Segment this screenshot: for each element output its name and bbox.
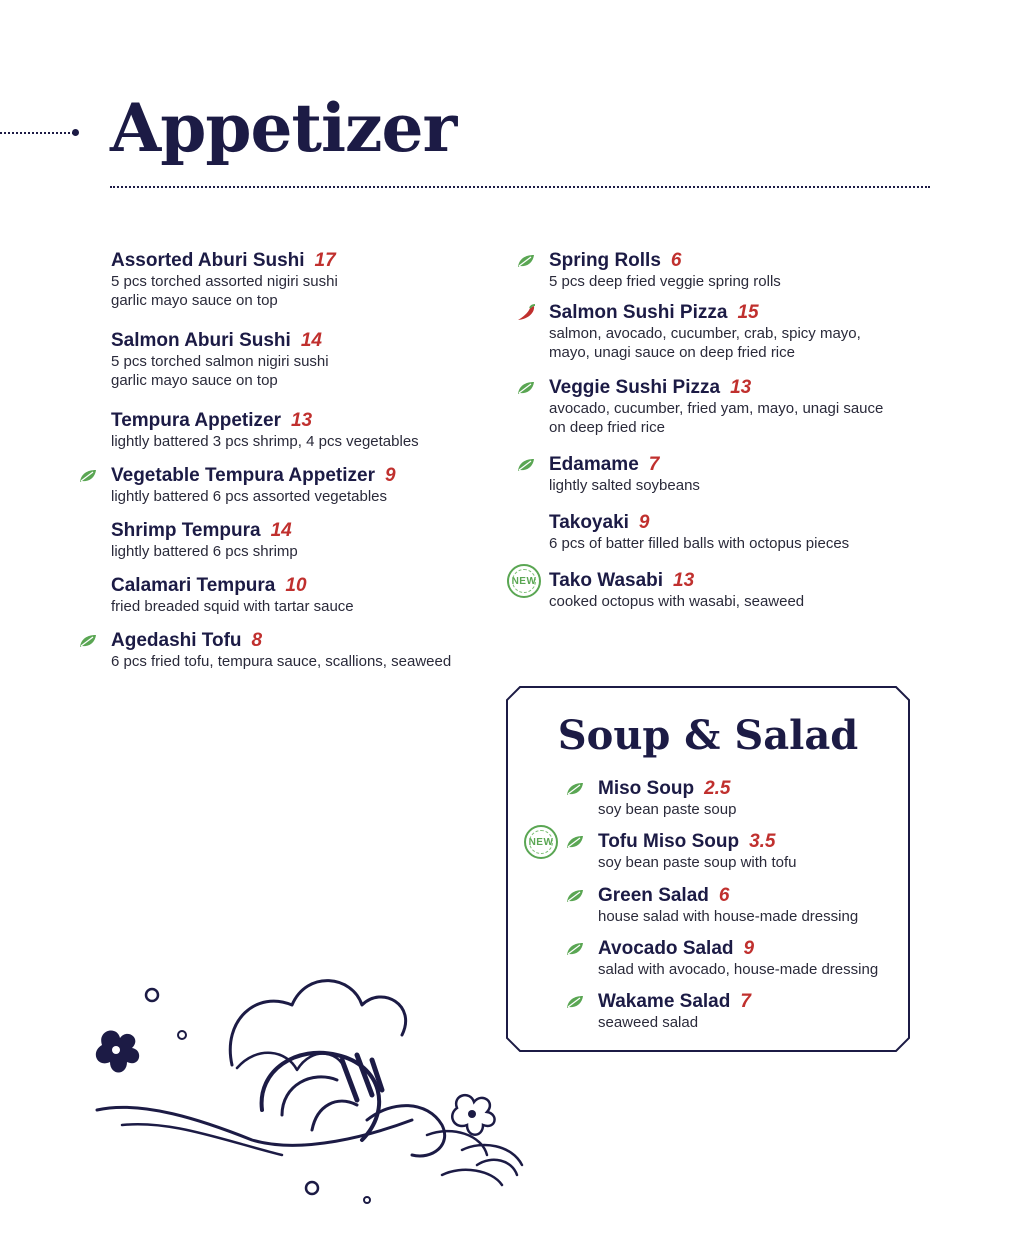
menu-item-title — [549, 377, 883, 399]
menu-item-name: Wakame Salad — [598, 991, 731, 1012]
menu-item-name: Calamari Tempura — [111, 575, 276, 596]
menu-item-description: garlic mayo sauce on top — [111, 372, 278, 389]
menu-item-price: 13 — [730, 377, 752, 398]
menu-item — [598, 778, 736, 819]
menu-item — [598, 991, 751, 1032]
title-dotted-rule — [110, 186, 930, 188]
menu-item-price: 9 — [743, 938, 755, 959]
menu-item-name: Salmon Sushi Pizza — [549, 302, 728, 323]
wave-illustration-icon — [82, 950, 562, 1205]
menu-item-name: Shrimp Tempura — [111, 520, 261, 541]
menu-item — [111, 520, 298, 561]
menu-item-description: lightly battered 6 pcs shrimp — [111, 543, 298, 560]
menu-item-name: Salmon Aburi Sushi — [111, 330, 291, 351]
leaf-icon — [566, 995, 584, 1009]
menu-item-title — [111, 575, 354, 597]
menu-item-title — [549, 570, 804, 592]
menu-item-title — [111, 410, 419, 432]
page-title: Appetizer — [110, 89, 457, 167]
menu-item-description: house salad with house-made dressing — [598, 908, 859, 925]
menu-item — [549, 512, 849, 553]
menu-item-price: 3.5 — [749, 831, 776, 852]
title-leader-dot — [72, 129, 79, 136]
menu-item-title — [111, 330, 329, 352]
menu-item-name: Spring Rolls — [549, 250, 661, 271]
menu-item-name: Green Salad — [598, 885, 709, 906]
menu-item-description: soy bean paste soup — [598, 801, 737, 818]
menu-item — [549, 454, 700, 495]
menu-item-description: lightly battered 6 pcs assorted vegetables — [111, 488, 387, 505]
leaf-icon — [566, 835, 584, 849]
menu-item-name: Assorted Aburi Sushi — [111, 250, 305, 271]
menu-item-name: Edamame — [549, 454, 639, 475]
menu-item-description: cooked octopus with wasabi, seaweed — [549, 593, 805, 610]
menu-item-description: fried breaded squid with tartar sauce — [111, 598, 354, 615]
menu-item-name: Veggie Sushi Pizza — [549, 377, 721, 398]
menu-item — [549, 250, 781, 291]
soup-salad-box — [506, 686, 910, 1052]
menu-item-description: on deep fried rice — [549, 419, 665, 436]
menu-item-description: lightly battered 3 pcs shrimp, 4 pcs vegetables — [111, 433, 419, 450]
menu-item-description: 6 pcs fried tofu, tempura sauce, scallions, seaweed — [111, 653, 452, 670]
menu-item-price: 9 — [384, 465, 396, 486]
leaf-icon — [517, 458, 535, 472]
menu-item-description: salmon, avocado, cucumber, crab, spicy mayo, — [549, 325, 861, 342]
menu-item-title — [111, 520, 298, 542]
menu-item-price: 8 — [251, 630, 263, 651]
menu-item-price: 10 — [285, 575, 307, 596]
leaf-icon — [79, 634, 97, 648]
menu-item-description: 6 pcs of batter filled balls with octopus pieces — [549, 535, 850, 552]
menu-item-description: mayo, unagi sauce on deep fried rice — [549, 344, 795, 361]
menu-item-description: lightly salted soybeans — [549, 477, 700, 494]
menu-item — [598, 885, 858, 926]
menu-item-price: 2.5 — [704, 778, 731, 799]
menu-item-name: Vegetable Tempura Appetizer — [111, 465, 375, 486]
menu-item-description: garlic mayo sauce on top — [111, 292, 278, 309]
menu-item-price: 13 — [673, 570, 695, 591]
menu-item — [111, 630, 451, 671]
menu-item-name: Tempura Appetizer — [111, 410, 281, 431]
menu-item-price: 6 — [670, 250, 682, 271]
menu-item-title — [598, 991, 751, 1013]
menu-item-name: Avocado Salad — [598, 938, 734, 959]
menu-item-description: 5 pcs torched salmon nigiri sushi — [111, 353, 329, 370]
menu-item-price: 9 — [638, 512, 650, 533]
menu-item-description: soy bean paste soup with tofu — [598, 854, 797, 871]
menu-item-price: 14 — [300, 330, 322, 351]
menu-item-title — [598, 885, 858, 907]
chili-icon — [515, 304, 537, 322]
leaf-icon — [79, 469, 97, 483]
menu-item-title — [598, 831, 796, 853]
menu-item — [111, 330, 329, 390]
menu-item-description: 5 pcs torched assorted nigiri sushi — [111, 273, 338, 290]
leaf-icon — [517, 381, 535, 395]
menu-item-price: 7 — [740, 991, 751, 1012]
menu-item-title — [549, 302, 861, 324]
menu-item-price: 13 — [290, 410, 313, 431]
menu-item — [528, 831, 797, 872]
menu-item-price: 15 — [737, 302, 759, 323]
leaf-icon — [517, 254, 535, 268]
menu-item-name: Tako Wasabi — [549, 570, 664, 591]
menu-item-price: 14 — [270, 520, 292, 541]
menu-item-description: avocado, cucumber, fried yam, mayo, unagi sauce — [549, 400, 884, 417]
menu-item — [111, 250, 338, 310]
menu-item — [111, 465, 396, 506]
menu-item-title — [549, 454, 700, 476]
new-badge-icon: NEW — [507, 564, 541, 598]
menu-item-title — [111, 250, 338, 272]
menu-item — [598, 938, 878, 979]
menu-item-description: 5 pcs deep fried veggie spring rolls — [549, 273, 781, 290]
menu-item-price: 7 — [648, 454, 660, 475]
menu-item-description: salad with avocado, house-made dressing — [598, 961, 879, 978]
menu-item — [549, 302, 861, 362]
title-dotted-leader — [0, 132, 74, 134]
soup-salad-title: Soup & Salad — [557, 712, 859, 759]
menu-item-title — [111, 465, 396, 487]
leaf-icon — [566, 889, 584, 903]
menu-item — [511, 570, 805, 611]
menu-item-name: Takoyaki — [549, 512, 629, 533]
menu-item — [111, 575, 354, 616]
menu-item-name: Tofu Miso Soup — [598, 831, 740, 852]
menu-item — [549, 377, 883, 437]
menu-item — [111, 410, 419, 451]
menu-item-title — [598, 938, 878, 960]
new-badge-icon: NEW — [524, 825, 558, 859]
leaf-icon — [566, 942, 584, 956]
menu-item-price: 17 — [314, 250, 336, 271]
menu-item-price: 6 — [718, 885, 730, 906]
menu-item-title — [549, 250, 781, 272]
menu-item-name: Miso Soup — [598, 778, 695, 799]
menu-item-name: Agedashi Tofu — [111, 630, 242, 651]
menu-item-title — [111, 630, 451, 652]
leaf-icon — [566, 782, 584, 796]
menu-item-title — [598, 778, 736, 800]
menu-item-title — [549, 512, 849, 534]
menu-item-description: seaweed salad — [598, 1014, 699, 1031]
